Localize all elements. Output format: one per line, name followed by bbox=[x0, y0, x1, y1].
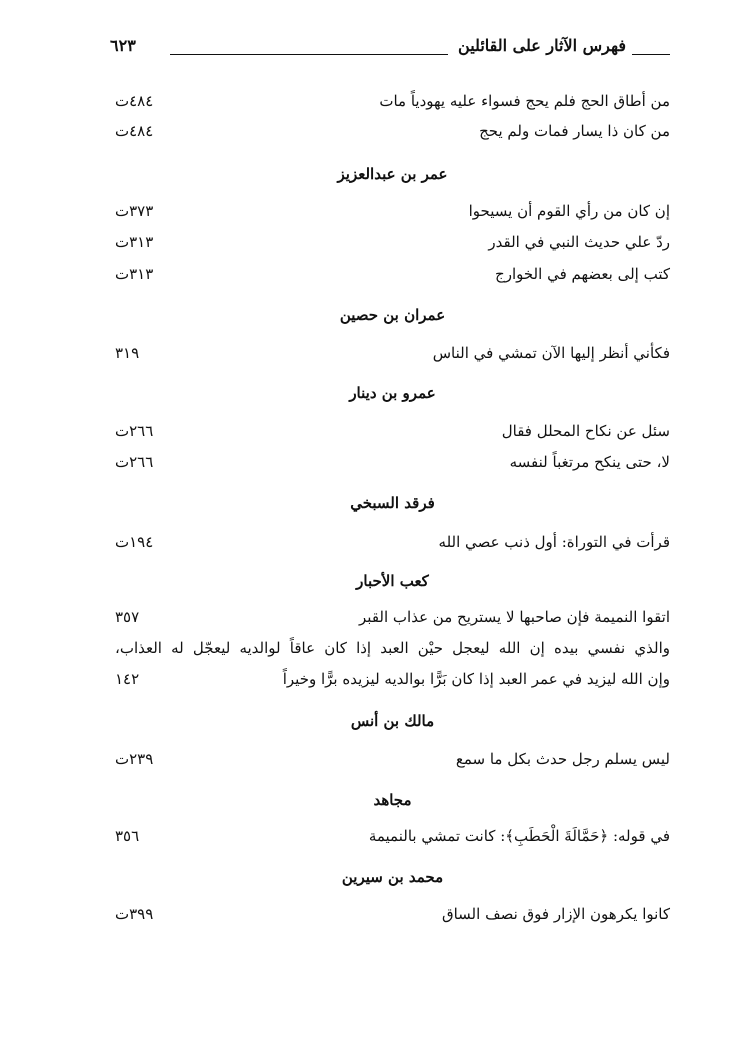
entry-page-ref: ٢٣٩ت bbox=[115, 750, 154, 768]
index-entry bbox=[115, 118, 670, 148]
entry-page-ref: ٤٨٤ت bbox=[115, 92, 154, 110]
index-entry bbox=[115, 529, 670, 559]
header-dash bbox=[632, 54, 670, 55]
entry-page-ref: ١٩٤ت bbox=[115, 533, 154, 551]
index-entry bbox=[115, 449, 670, 479]
index-entry bbox=[115, 198, 670, 228]
header-rule bbox=[170, 54, 448, 55]
entry-page-ref: ١٤٢ bbox=[115, 670, 140, 688]
entry-text: ردّ علي حديث النبي في القدر bbox=[488, 233, 670, 251]
entry-page-ref: ٣١٣ت bbox=[115, 265, 154, 283]
entry-page-ref: ٢٦٦ت bbox=[115, 453, 154, 471]
entry-page-ref: ٤٨٤ت bbox=[115, 122, 154, 140]
section-heading: فرقد السبخي bbox=[350, 494, 435, 512]
index-entry bbox=[115, 823, 670, 853]
running-title: فهرس الآثار على القائلين bbox=[458, 36, 626, 55]
entry-text: وإن الله ليزيد في عمر العبد إذا كان بَرًّا بوالديه ليزيده برًّا وخيراً bbox=[282, 670, 670, 688]
index-entry bbox=[115, 340, 670, 370]
index-entry bbox=[115, 418, 670, 448]
entry-text: كانوا يكرهون الإزار فوق نصف الساق bbox=[441, 905, 670, 923]
entry-text: كتب إلى بعضهم في الخوارج bbox=[495, 265, 670, 283]
index-entry bbox=[115, 901, 670, 931]
entry-text: من كان ذا يسار فمات ولم يحج bbox=[479, 122, 670, 140]
entry-text: فكأني أنظر إليها الآن تمشي في الناس bbox=[432, 344, 670, 362]
entry-text: إن كان من رأي القوم أن يسيحوا bbox=[468, 202, 670, 220]
entry-text: من أطاق الحج فلم يحج فسواء عليه يهودياً مات bbox=[379, 92, 670, 110]
entry-page-ref: ٢٦٦ت bbox=[115, 422, 154, 440]
index-entry bbox=[115, 635, 670, 665]
index-entry bbox=[115, 604, 670, 634]
entry-page-ref: ٣١٩ bbox=[115, 344, 140, 362]
index-entry bbox=[115, 88, 670, 118]
section-heading: عمر بن عبدالعزيز bbox=[337, 165, 448, 183]
entry-page-ref: ٣٩٩ت bbox=[115, 905, 154, 923]
section-heading: مجاهد bbox=[373, 791, 412, 809]
entry-text: ليس يسلم رجل حدث بكل ما سمع bbox=[455, 750, 670, 768]
section-heading: محمد بن سيرين bbox=[341, 868, 444, 886]
section-heading: عمران بن حصين bbox=[339, 306, 446, 324]
section-heading: عمرو بن دينار bbox=[349, 384, 436, 402]
entry-text: في قوله: ﴿حَمَّالَةَ الْحَطَبِ﴾: كانت تمشي بالنميمة bbox=[368, 827, 670, 845]
entry-page-ref: ٣٥٦ bbox=[115, 827, 140, 845]
entry-page-ref: ٣٥٧ bbox=[115, 608, 140, 626]
entry-page-ref: ٣١٣ت bbox=[115, 233, 154, 251]
index-entry bbox=[115, 666, 670, 696]
page-header bbox=[110, 30, 670, 64]
entry-text: والذي نفسي بيده إن الله ليعجل حيْن العبد إذا كان عاقاً لوالديه ليعجّل له العذاب، bbox=[115, 639, 670, 657]
page-number: ٦٢٣ bbox=[110, 36, 136, 55]
section-heading: مالك بن أنس bbox=[350, 712, 435, 730]
entry-text: اتقوا النميمة فإن صاحبها لا يستريح من عذاب القبر bbox=[359, 608, 670, 626]
entry-page-ref: ٣٧٣ت bbox=[115, 202, 154, 220]
entry-text: قرأت في التوراة: أول ذنب عصي الله bbox=[438, 533, 670, 551]
entry-text: سئل عن نكاح المحلل فقال bbox=[501, 422, 670, 440]
entry-text: لا، حتى ينكح مرتغباً لنفسه bbox=[509, 453, 670, 471]
index-entry bbox=[115, 229, 670, 259]
index-entry bbox=[115, 261, 670, 291]
section-heading: كعب الأحبار bbox=[356, 572, 429, 590]
index-entry bbox=[115, 746, 670, 776]
